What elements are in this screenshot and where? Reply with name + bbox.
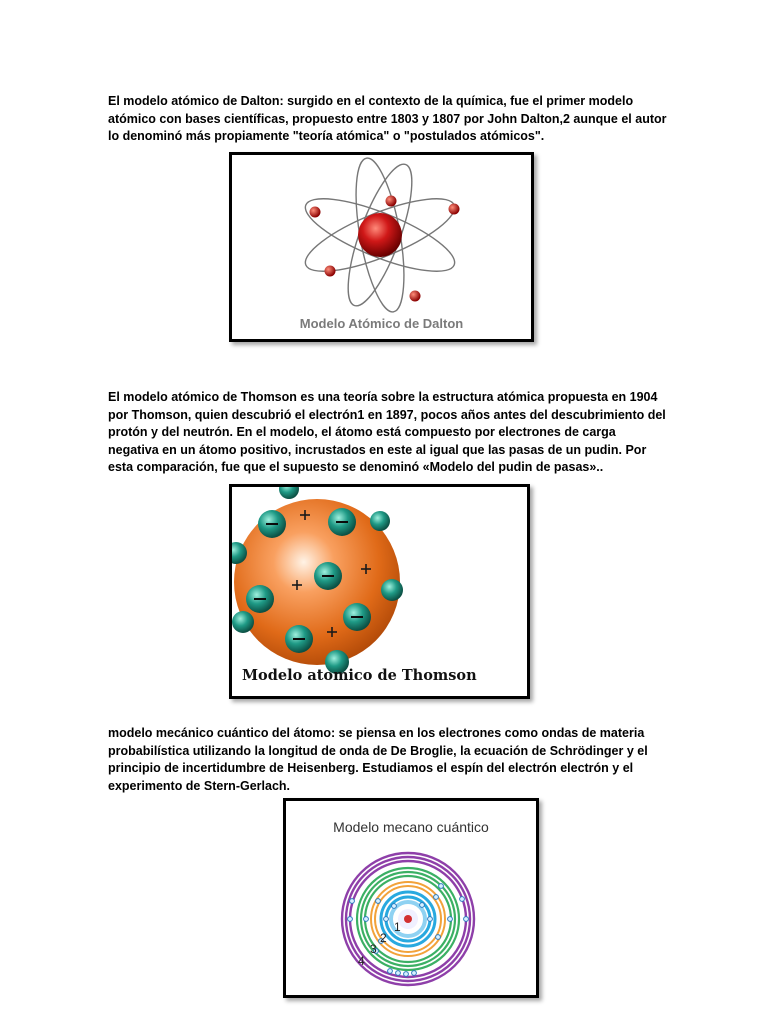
electron [410,291,421,302]
electron [449,204,460,215]
shell-label-2: 2 [380,931,387,945]
electron [310,207,321,218]
dalton-caption: Modelo Atómico de Dalton [299,316,464,331]
dalton-figure [229,152,534,342]
dalton-paragraph: El modelo atómico de Dalton: surgido en el contexto de la química, fue el primer modelo atómico con bases científicas, propuesto entre 1803 y 1807 por John Dalton,2 aunque el autor lo denominó más propiamente "teoría atómica" o "postulados atómicos". [108,94,667,143]
thomson-paragraph: El modelo atómico de Thomson es una teoría sobre la estructura atómica propuesta en 1904 por Thomson, quien descubrió el electrón1 en 1897, pocos años antes del descubrimiento del protón y del neutrón. En el modelo, el átomo está compuesto por electrones de carga negativa en un átomo positivo, incrustados en este al igual que las pasas de un pudin. Por esta comparación, fue que el supuesto se denominó «Modelo del pudin de pasas».. [108,390,666,474]
quantum-paragraph: modelo mecánico cuántico del átomo: se piensa en los electrones como ondas de materia probabilística utilizando la longitud de onda de De Broglie, la ecuación de Schrödinger y el principio de incertidumbre de Heisenberg. Estudiamos el espín del electrón electrón y el experimento de Stern-Gerlach. [108,726,648,793]
dalton-atom-illustration [232,155,531,339]
quantum-caption: Modelo mecano cuántico [333,819,489,835]
quantum-figure [283,798,539,998]
shell-label-3: 3 [370,942,377,956]
electron [325,266,336,277]
shell-label-1: 1 [394,920,401,934]
electron [386,196,397,207]
nucleus [358,213,402,257]
shell-label-4: 4 [358,954,365,968]
thomson-caption: Modelo atomico de Thomson [242,667,477,684]
thomson-atom-illustration [232,487,527,696]
thomson-figure [229,484,530,699]
